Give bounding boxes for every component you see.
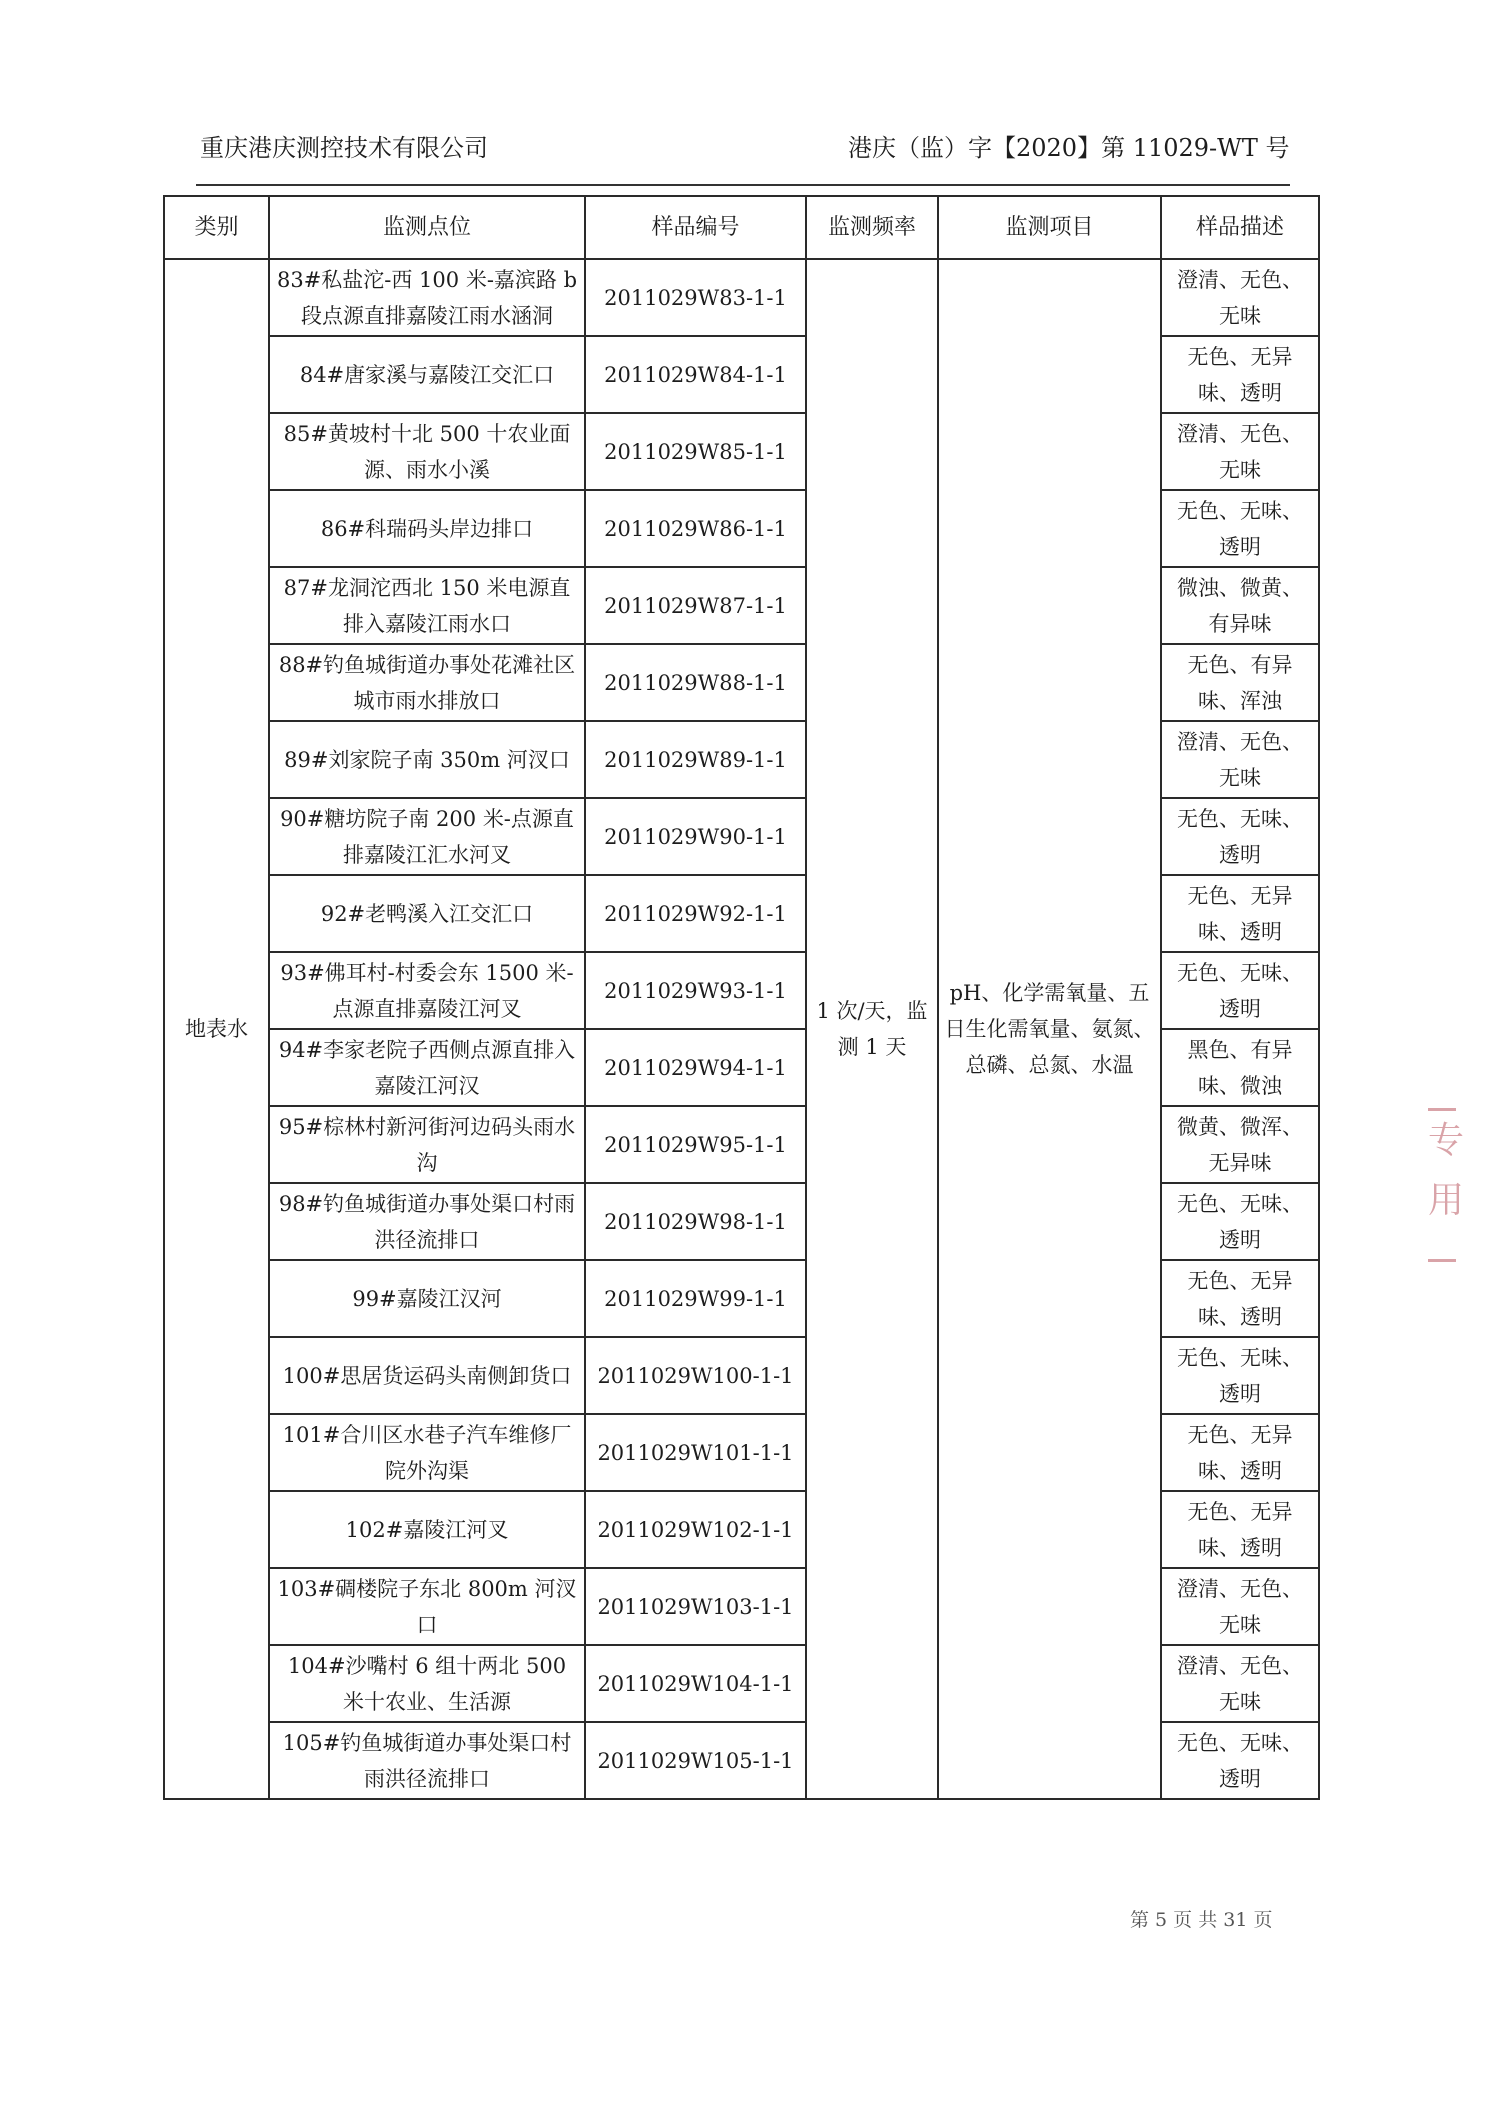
sample-id-cell: 2011029W88-1-1	[585, 644, 806, 721]
col-frequency: 监测频率	[806, 196, 938, 259]
point-cell: 102#嘉陵江河叉	[269, 1491, 585, 1568]
sample-id-cell: 2011029W101-1-1	[585, 1414, 806, 1491]
stamp-char: 专	[1428, 1120, 1465, 1161]
stamp-char: 用	[1428, 1180, 1465, 1221]
point-cell: 100#思居货运码头南侧卸货口	[269, 1337, 585, 1414]
point-cell: 101#合川区水巷子汽车维修厂院外沟渠	[269, 1414, 585, 1491]
header-divider	[196, 184, 1290, 186]
point-cell: 89#刘家院子南 350m 河汊口	[269, 721, 585, 798]
col-description: 样品描述	[1161, 196, 1319, 259]
description-cell: 无色、无异味、透明	[1161, 336, 1319, 413]
sample-id-cell: 2011029W92-1-1	[585, 875, 806, 952]
col-category: 类别	[164, 196, 269, 259]
description-cell: 黑色、有异味、微浊	[1161, 1029, 1319, 1106]
company-name: 重庆港庆测控技术有限公司	[200, 134, 488, 162]
point-cell: 87#龙洞沱西北 150 米电源直排入嘉陵江雨水口	[269, 567, 585, 644]
sample-id-cell: 2011029W105-1-1	[585, 1722, 806, 1799]
monitoring-table	[163, 195, 1320, 1800]
description-cell: 无色、无异味、透明	[1161, 875, 1319, 952]
point-cell: 99#嘉陵江汉河	[269, 1260, 585, 1337]
description-cell: 微黄、微浑、无异味	[1161, 1106, 1319, 1183]
point-cell: 105#钓鱼城街道办事处渠口村雨洪径流排口	[269, 1722, 585, 1799]
sample-id-cell: 2011029W103-1-1	[585, 1568, 806, 1645]
point-cell: 103#碉楼院子东北 800m 河汊口	[269, 1568, 585, 1645]
sample-id-cell: 2011029W87-1-1	[585, 567, 806, 644]
col-items: 监测项目	[938, 196, 1161, 259]
sample-id-cell: 2011029W102-1-1	[585, 1491, 806, 1568]
stamp-mark	[1428, 1108, 1465, 1262]
point-cell: 98#钓鱼城街道办事处渠口村雨洪径流排口	[269, 1183, 585, 1260]
sample-id-cell: 2011029W90-1-1	[585, 798, 806, 875]
point-cell: 88#钓鱼城街道办事处花滩社区城市雨水排放口	[269, 644, 585, 721]
sample-id-cell: 2011029W85-1-1	[585, 413, 806, 490]
description-cell: 无色、无味、透明	[1161, 1183, 1319, 1260]
description-cell: 无色、无异味、透明	[1161, 1260, 1319, 1337]
table-header-row	[164, 196, 1319, 259]
description-cell: 无色、无异味、透明	[1161, 1491, 1319, 1568]
sample-id-cell: 2011029W83-1-1	[585, 259, 806, 336]
description-cell: 无色、无味、透明	[1161, 490, 1319, 567]
sample-id-cell: 2011029W84-1-1	[585, 336, 806, 413]
description-cell: 澄清、无色、无味	[1161, 1568, 1319, 1645]
description-cell: 澄清、无色、无味	[1161, 413, 1319, 490]
sample-id-cell: 2011029W86-1-1	[585, 490, 806, 567]
point-cell: 84#唐家溪与嘉陵江交汇口	[269, 336, 585, 413]
frequency-cell: 1 次/天，监测 1 天	[806, 259, 938, 1799]
description-cell: 无色、无味、透明	[1161, 798, 1319, 875]
point-cell: 85#黄坡村十北 500 十农业面源、雨水小溪	[269, 413, 585, 490]
point-cell: 94#李家老院子西侧点源直排入嘉陵江河汉	[269, 1029, 585, 1106]
point-cell: 90#糖坊院子南 200 米-点源直排嘉陵江汇水河叉	[269, 798, 585, 875]
description-cell: 无色、无味、透明	[1161, 952, 1319, 1029]
sample-id-cell: 2011029W94-1-1	[585, 1029, 806, 1106]
point-cell: 83#私盐沱-西 100 米-嘉滨路 b 段点源直排嘉陵江雨水涵洞	[269, 259, 585, 336]
items-cell: pH、化学需氧量、五日生化需氧量、氨氮、总磷、总氮、水温	[938, 259, 1161, 1799]
description-cell: 无色、无异味、透明	[1161, 1414, 1319, 1491]
point-cell: 92#老鸭溪入江交汇口	[269, 875, 585, 952]
sample-id-cell: 2011029W100-1-1	[585, 1337, 806, 1414]
col-sample-id: 样品编号	[585, 196, 806, 259]
point-cell: 93#佛耳村-村委会东 1500 米-点源直排嘉陵江河叉	[269, 952, 585, 1029]
sample-id-cell: 2011029W104-1-1	[585, 1645, 806, 1722]
table-body	[164, 259, 1319, 1799]
sample-id-cell: 2011029W89-1-1	[585, 721, 806, 798]
report-number: 港庆（监）字【2020】第 11029-WT 号	[848, 134, 1290, 162]
description-cell: 无色、无味、透明	[1161, 1722, 1319, 1799]
table-row	[164, 259, 1319, 336]
sample-id-cell: 2011029W99-1-1	[585, 1260, 806, 1337]
description-cell: 澄清、无色、无味	[1161, 721, 1319, 798]
description-cell: 微浊、微黄、有异味	[1161, 567, 1319, 644]
point-cell: 86#科瑞码头岸边排口	[269, 490, 585, 567]
point-cell: 104#沙嘴村 6 组十两北 500 米十农业、生活源	[269, 1645, 585, 1722]
page-number: 第 5 页 共 31 页	[1130, 1909, 1273, 1931]
col-point: 监测点位	[269, 196, 585, 259]
sample-id-cell: 2011029W93-1-1	[585, 952, 806, 1029]
description-cell: 澄清、无色、无味	[1161, 1645, 1319, 1722]
category-cell: 地表水	[164, 259, 269, 1799]
point-cell: 95#棕林村新河街河边码头雨水沟	[269, 1106, 585, 1183]
description-cell: 无色、有异味、浑浊	[1161, 644, 1319, 721]
description-cell: 无色、无味、透明	[1161, 1337, 1319, 1414]
description-cell: 澄清、无色、无味	[1161, 259, 1319, 336]
sample-id-cell: 2011029W98-1-1	[585, 1183, 806, 1260]
sample-id-cell: 2011029W95-1-1	[585, 1106, 806, 1183]
